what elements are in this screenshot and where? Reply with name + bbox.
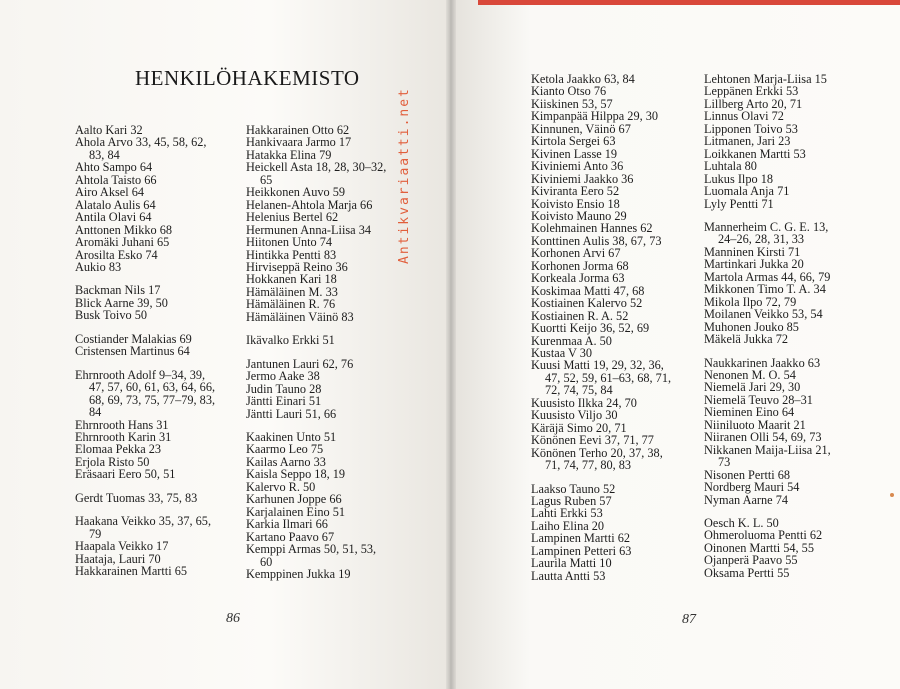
index-entry-text: Hatakka Elina 79	[246, 147, 332, 162]
index-entry	[531, 447, 671, 472]
index-entry-text: Lahti Erkki 53	[531, 506, 603, 521]
index-entry-text: Hankivaara Jarmo 17	[246, 135, 352, 150]
index-entry-text: Hämäläinen Väinö 83	[246, 309, 354, 324]
index-entry-text: Cristensen Martinus 64	[75, 344, 190, 359]
index-entry-continuation: 72, 74, 75, 84	[545, 383, 613, 398]
index-entry-text: Jantunen Lauri 62, 76	[246, 356, 354, 371]
index-entry-text: Hämäläinen R. 76	[246, 297, 336, 312]
index-entry-text: Oesch K. L. 50	[704, 515, 779, 530]
index-entry	[704, 554, 831, 566]
right-index-column-1	[531, 73, 671, 582]
index-entry	[704, 406, 831, 418]
index-entry-text: Nyman Aarne 74	[704, 492, 789, 507]
index-entry-text: Niemelä Jari 29, 30	[704, 380, 801, 395]
index-entry	[246, 311, 386, 323]
index-entry-continuation: 47, 52, 59, 61–63, 68, 71,	[545, 370, 672, 385]
index-entry	[75, 369, 215, 419]
index-entry	[704, 444, 831, 469]
index-entry-text: Laiho Elina 20	[531, 518, 605, 533]
index-entry-text: Linnus Olavi 72	[704, 109, 784, 124]
index-entry-text: Lampinen Martti 62	[531, 531, 631, 546]
index-entry	[531, 247, 671, 259]
red-cover-edge	[478, 0, 900, 5]
index-entry-text: Kinnunen, Väinö 67	[531, 121, 631, 136]
index-entry-text: Airo Aksel 64	[75, 185, 144, 200]
index-entry	[246, 370, 386, 382]
index-entry	[246, 186, 386, 198]
index-entry-text: Niiranen Olli 54, 69, 73	[704, 430, 822, 445]
entry-gap	[704, 346, 831, 357]
index-entry-text: Mannerheim C. G. E. 13,	[704, 219, 829, 234]
index-entry	[704, 283, 831, 295]
index-entry-text: Manninen Kirsti 71	[704, 244, 801, 259]
index-entry-text: Mikkonen Timo T. A. 34	[704, 282, 826, 297]
index-entry-text: Lehtonen Marja-Liisa 15	[704, 72, 827, 86]
index-entry-text: Ehrnrooth Karin 31	[75, 429, 172, 444]
index-entry	[531, 507, 671, 519]
index-entry-text: Loikkanen Martti 53	[704, 146, 806, 161]
index-entry-text: Koskimaa Matti 47, 68	[531, 283, 645, 298]
index-entry-text: Luhtala 80	[704, 159, 757, 174]
index-entry-text: Nisonen Pertti 68	[704, 467, 791, 482]
index-entry-continuation: 73	[718, 455, 731, 470]
index-entry-text: Blick Aarne 39, 50	[75, 295, 168, 310]
index-entry	[531, 135, 671, 147]
index-entry	[531, 297, 671, 309]
index-entry-text: Kustaa V 30	[531, 345, 593, 360]
index-entry-text: Moilanen Veikko 53, 54	[704, 307, 823, 322]
page-number-left: 86	[226, 611, 240, 626]
paper-spot	[890, 493, 894, 497]
index-entry-text: Erjola Risto 50	[75, 454, 150, 469]
index-entry-text: Martinkari Jukka 20	[704, 257, 804, 272]
index-entry-text: Mikola Ilpo 72, 79	[704, 294, 797, 309]
index-entry-text: Hämäläinen M. 33	[246, 284, 338, 299]
index-entry	[531, 185, 671, 197]
index-entry	[246, 408, 386, 420]
index-entry-text: Hakkarainen Otto 62	[246, 123, 350, 137]
index-entry-text: Kemppi Armas 50, 51, 53,	[246, 542, 377, 557]
index-entry-text: Arosilta Esko 74	[75, 247, 158, 262]
index-entry-text: Hintikka Pentti 83	[246, 247, 337, 262]
index-entry	[531, 359, 671, 396]
index-entry	[246, 211, 386, 223]
index-entry-text: Helanen-Ahtola Marja 66	[246, 197, 373, 212]
index-entry	[704, 431, 831, 443]
index-entry-text: Mäkelä Jukka 72	[704, 332, 789, 347]
index-entry-text: Hokkanen Kari 18	[246, 272, 337, 287]
index-entry-text: Kolehmainen Hannes 62	[531, 221, 653, 236]
index-entry	[704, 160, 831, 172]
index-entry-text: Costiander Malakias 69	[75, 331, 192, 346]
index-entry	[75, 211, 215, 223]
index-entry-text: Lukus Ilpo 18	[704, 171, 773, 186]
index-entry-text: Kiviranta Eero 52	[531, 184, 620, 199]
index-entry	[704, 494, 831, 506]
index-entry	[704, 308, 831, 320]
index-entry-text: Backman Nils 17	[75, 283, 161, 298]
index-entry	[246, 443, 386, 455]
index-entry	[704, 481, 831, 493]
index-entry-text: Ketola Jaakko 63, 84	[531, 72, 635, 86]
index-entry-text: Ojanperä Paavo 55	[704, 553, 798, 568]
index-entry-text: Kimpanpää Hilppa 29, 30	[531, 109, 659, 124]
index-entry	[531, 570, 671, 582]
index-entry-text: Heickell Asta 18, 28, 30–32,	[246, 160, 387, 175]
index-entry-text: Kalervo R. 50	[246, 479, 316, 494]
index-entry-text: Kuusi Matti 19, 29, 32, 36,	[531, 358, 664, 373]
index-entry-text: Karkia Ilmari 66	[246, 517, 328, 532]
index-entry	[704, 567, 831, 579]
index-entry	[246, 493, 386, 505]
index-entry-text: Martola Armas 44, 66, 79	[704, 269, 831, 284]
index-entry	[246, 468, 386, 480]
index-entry-continuation: 65	[260, 172, 273, 187]
index-entry-text: Ahola Arvo 33, 45, 58, 62,	[75, 135, 207, 150]
index-entry-text: Niiniluoto Maarit 21	[704, 417, 806, 432]
index-entry-text: Kaarmo Leo 75	[246, 442, 324, 457]
index-entry-text: Kostiainen R. A. 52	[531, 308, 629, 323]
index-entry-text: Busk Toivo 50	[75, 308, 148, 323]
index-entry-text: Kailas Aarno 33	[246, 454, 326, 469]
index-entry-continuation: 68, 69, 73, 75, 77–79, 83,	[89, 392, 216, 407]
index-entry-text: Kaisla Seppo 18, 19	[246, 467, 346, 482]
index-entry-text: Jäntti Einari 51	[246, 394, 322, 409]
index-entry	[531, 160, 671, 172]
index-entry-text: Korhonen Arvi 67	[531, 246, 621, 261]
index-entry-text: Kuortti Keijo 36, 52, 69	[531, 321, 650, 336]
index-entry-text: Lipponen Toivo 53	[704, 121, 798, 136]
index-entry	[246, 543, 386, 568]
index-entry	[531, 322, 671, 334]
index-entry-text: Hermunen Anna-Liisa 34	[246, 222, 371, 237]
left-index-column-1	[75, 124, 215, 578]
index-entry	[75, 443, 215, 455]
index-entry	[75, 236, 215, 248]
index-entry	[75, 261, 215, 273]
index-entry-text: Hirviseppä Reino 36	[246, 259, 348, 274]
index-entry-text: Könönen Terho 20, 37, 38,	[531, 445, 663, 460]
index-entry-text: Jermo Aake 38	[246, 369, 320, 384]
index-entry	[531, 272, 671, 284]
index-entry-text: Hiitonen Unto 74	[246, 235, 333, 250]
index-entry-text: Alatalo Aulis 64	[75, 197, 156, 212]
index-entry-text: Karhunen Joppe 66	[246, 492, 342, 507]
index-entry-continuation: 83, 84	[89, 147, 120, 162]
index-entry-text: Lillberg Arto 20, 71	[704, 96, 803, 111]
index-title: HENKILÖHAKEMISTO	[135, 66, 360, 90]
index-entry-text: Kuusisto Ilkka 24, 70	[531, 395, 637, 410]
index-entry-text: Oksama Pertti 55	[704, 565, 790, 580]
index-entry-text: Muhonen Jouko 85	[704, 319, 799, 334]
index-entry	[531, 409, 671, 421]
index-entry-text: Koivisto Ensio 18	[531, 196, 620, 211]
index-entry-text: Antila Olavi 64	[75, 210, 152, 225]
index-entry-text: Nenonen M. O. 54	[704, 367, 796, 382]
index-entry-text: Naukkarinen Jaakko 63	[704, 355, 821, 370]
index-entry-text: Haataja, Lauri 70	[75, 551, 161, 566]
index-entry-continuation: 24–26, 28, 31, 33	[718, 232, 805, 247]
index-entry	[704, 529, 831, 541]
index-entry-text: Heikkonen Auvo 59	[246, 185, 346, 200]
index-entry	[704, 333, 831, 345]
index-entry-text: Aukio 83	[75, 259, 122, 274]
index-entry-text: Haakana Veikko 35, 37, 65,	[75, 514, 212, 529]
index-entry-continuation: 84	[89, 405, 102, 420]
index-entry-text: Leppänen Erkki 53	[704, 84, 799, 99]
index-entry-text: Kartano Paavo 67	[246, 529, 335, 544]
index-entry-text: Kianto Otso 76	[531, 84, 607, 99]
index-entry-text: Ehrnrooth Hans 31	[75, 417, 169, 432]
index-entry	[246, 236, 386, 248]
index-entry	[246, 568, 386, 580]
index-entry-continuation: 79	[89, 526, 102, 541]
index-entry	[75, 136, 215, 161]
index-entry-text: Lyly Pentti 71	[704, 196, 774, 211]
index-entry-text: Kurenmaa A. 50	[531, 333, 612, 348]
index-entry	[531, 532, 671, 544]
index-entry-text: Kemppinen Jukka 19	[246, 566, 351, 581]
index-entry	[704, 185, 831, 197]
index-entry	[531, 557, 671, 569]
index-entry-text: Kiviniemi Jaakko 36	[531, 171, 634, 186]
watermark-stamp: Antikvariaatti.net	[397, 87, 412, 264]
index-entry-text: Kuusisto Viljo 30	[531, 408, 618, 423]
index-entry	[531, 434, 671, 446]
index-entry	[531, 110, 671, 122]
index-entry	[246, 395, 386, 407]
index-entry-text: Niemelä Teuvo 28–31	[704, 392, 813, 407]
index-entry-text: Kivinen Lasse 19	[531, 146, 618, 161]
index-entry-text: Litmanen, Jari 23	[704, 134, 791, 149]
page-number-right: 87	[682, 612, 696, 627]
index-entry	[75, 492, 215, 504]
index-entry-text: Oinonen Martti 54, 55	[704, 540, 814, 555]
index-entry	[75, 186, 215, 198]
index-entry	[704, 135, 831, 147]
index-entry	[246, 161, 386, 186]
index-entry-text: Karjalainen Eino 51	[246, 504, 346, 519]
index-entry-text: Aalto Kari 32	[75, 123, 143, 137]
index-entry-text: Judin Tauno 28	[246, 381, 322, 396]
index-entry	[246, 298, 386, 310]
index-entry	[75, 309, 215, 321]
index-entry	[75, 345, 215, 357]
index-entry-text: Laurila Matti 10	[531, 556, 612, 571]
index-entry-text: Ahto Sampo 64	[75, 160, 153, 175]
index-entry	[75, 540, 215, 552]
index-entry	[75, 515, 215, 540]
index-entry-text: Kaakinen Unto 51	[246, 429, 337, 444]
index-entry-text: Lampinen Petteri 63	[531, 543, 632, 558]
index-entry	[75, 161, 215, 173]
index-entry-text: Koivisto Mauno 29	[531, 208, 627, 223]
index-entry	[75, 468, 215, 480]
index-entry-text: Elomaa Pekka 23	[75, 442, 162, 457]
index-entry-text: Kirtola Sergei 63	[531, 134, 616, 149]
index-entry	[704, 221, 831, 246]
index-entry-text: Könönen Eevi 37, 71, 77	[531, 433, 654, 448]
index-entry-text: Lagus Ruben 57	[531, 493, 612, 508]
index-entry-continuation: 47, 57, 60, 61, 63, 64, 66,	[89, 380, 216, 395]
index-entry-text: Nikkanen Maija-Liisa 21,	[704, 442, 831, 457]
index-entry-text: Ahtola Taisto 66	[75, 172, 157, 187]
index-entry-text: Luomala Anja 71	[704, 184, 790, 199]
index-entry-text: Laakso Tauno 52	[531, 481, 616, 496]
index-entry-text: Korkeala Jorma 63	[531, 271, 625, 286]
index-entry-text: Haapala Veikko 17	[75, 539, 169, 554]
index-entry-text: Kiviniemi Anto 36	[531, 159, 624, 174]
index-entry-text: Konttinen Aulis 38, 67, 73	[531, 233, 662, 248]
right-index-column-2	[704, 73, 831, 579]
right-page	[450, 0, 900, 689]
index-entry-continuation: 60	[260, 554, 273, 569]
index-entry-continuation: 71, 74, 77, 80, 83	[545, 458, 632, 473]
index-entry-text: Ohmeroluoma Pentti 62	[704, 528, 823, 543]
index-entry-text: Gerdt Tuomas 33, 75, 83	[75, 490, 198, 505]
left-index-column-2	[246, 124, 386, 580]
index-entry	[704, 258, 831, 270]
index-entry-text: Helenius Bertel 62	[246, 210, 339, 225]
index-entry-text: Jäntti Lauri 51, 66	[246, 406, 337, 421]
index-entry-text: Ehrnrooth Adolf 9–34, 39,	[75, 367, 206, 382]
index-entry-text: Nieminen Eino 64	[704, 405, 795, 420]
index-entry-text: Kostiainen Kalervo 52	[531, 296, 643, 311]
index-entry-text: Aromäki Juhani 65	[75, 235, 170, 250]
index-entry-text: Kiiskinen 53, 57	[531, 96, 613, 111]
index-entry-text: Nordberg Mauri 54	[704, 480, 800, 495]
index-entry	[246, 518, 386, 530]
index-entry-text: Lautta Antti 53	[531, 568, 606, 583]
index-entry-text: Korhonen Jorma 68	[531, 258, 629, 273]
index-entry	[704, 381, 831, 393]
index-entry-text: Käräjä Simo 20, 71	[531, 420, 627, 435]
index-entry	[75, 565, 215, 577]
index-entry-text: Ikävalko Erkki 51	[246, 333, 335, 348]
index-entry	[246, 334, 386, 346]
index-entry	[704, 110, 831, 122]
index-entry	[704, 198, 831, 210]
index-entry-text: Anttonen Mikko 68	[75, 222, 173, 237]
book-gutter	[446, 0, 456, 689]
index-entry-text: Hakkarainen Martti 65	[75, 564, 187, 579]
entry-gap	[531, 472, 671, 483]
index-entry-text: Eräsaari Eero 50, 51	[75, 467, 176, 482]
